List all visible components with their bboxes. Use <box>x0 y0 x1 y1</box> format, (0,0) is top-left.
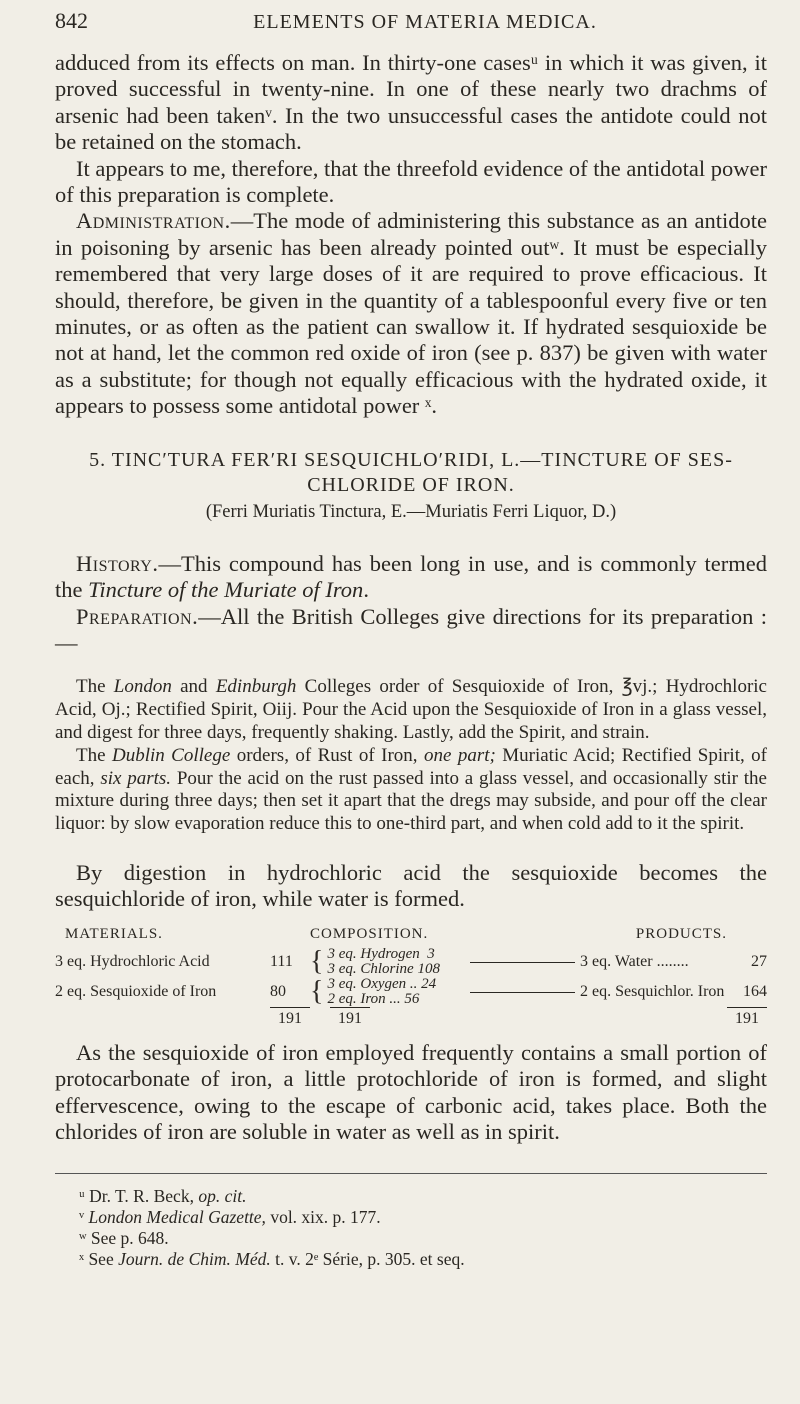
recipe-text: and <box>171 676 216 698</box>
recipe-italic: Edinburgh <box>215 676 297 698</box>
running-title: ELEMENTS OF MATERIA MEDICA. <box>253 11 597 33</box>
recipe-text: Pour the acid on the rust passed into a glass vessel, and occasionally stir the mixture during three days; then set it apart that the dregs may subside, and pour off the clear liquor: by slow evaporation reduce this to one-third part, and when cold add to it the spirit. <box>55 767 767 835</box>
product-value: 164 <box>743 982 767 1000</box>
reaction-table-header <box>55 923 767 947</box>
product-name: 3 eq. Water ........ <box>580 952 689 970</box>
dublin-recipe <box>55 745 767 836</box>
section-synonyms: (Ferri Muriatis Tinctura, E.—Muriatis Ferri Liquor, D.) <box>205 501 617 522</box>
product-name: 2 eq. Sesquichlor. Iron <box>580 982 725 1000</box>
page-number: 842 <box>55 8 88 33</box>
composition-value: 24 <box>421 975 437 992</box>
reaction-line <box>470 962 575 963</box>
recipe-italic: Dublin College <box>111 744 231 766</box>
london-edinburgh-recipe <box>55 676 767 744</box>
total-materials: 191 <box>270 1007 310 1028</box>
composition-label: 2 eq. Iron ... <box>327 990 401 1007</box>
composition-cell <box>310 977 470 1007</box>
reaction-lines <box>470 977 580 1007</box>
footnotes <box>55 1186 767 1270</box>
footnote <box>79 1207 767 1228</box>
administration-heading: Administration. <box>76 208 231 234</box>
recipe-text: Muriatic Acid; Rectified Spirit, of each, <box>55 744 767 789</box>
material-name: 2 eq. Sesquioxide of Iron <box>55 982 217 1000</box>
footnote-italic: Journ. de Chim. Méd. <box>118 1249 271 1270</box>
history-paragraph <box>55 551 767 604</box>
composition-value: 108 <box>417 960 440 977</box>
footnote-text: Dr. T. R. Beck, <box>84 1186 199 1207</box>
footnote <box>79 1186 767 1207</box>
material-value: 111 <box>270 952 293 970</box>
preparation-text: —All the British Colleges give directions for its preparation :— <box>55 603 767 655</box>
history-text-italic: Tincture of the Muriate of Iron <box>88 577 364 603</box>
footnote-text: See p. 648. <box>86 1228 169 1249</box>
administration-text: —The mode of administering this substance as an antidote in poisoning by arsenic has been already pointed outʷ. It must be especially remembered that very large doses of it are required to prove efficacious. It should, therefore, be given in the quantity of a tablespoonful every five or ten minutes, or as often as the patient can swallow it. If hydrated sesquioxide be not at hand, let the common red oxide of iron (see p. 837) be given with water as a substitute; for though not equally efficacious with the hydrated oxide, it appears to possess some antidotal power ˣ. <box>55 208 767 419</box>
recipe-italic: one part; <box>423 744 496 766</box>
footnote-mark: ᵘ <box>79 1186 85 1207</box>
footnote-text: See <box>84 1249 119 1270</box>
reaction-table <box>55 923 767 1028</box>
footnote-mark: ʷ <box>79 1228 87 1249</box>
footnote-italic: op. cit. <box>198 1186 247 1207</box>
footnote-mark: ᵛ <box>79 1207 85 1228</box>
preparation-heading: Preparation. <box>76 603 199 629</box>
composition-label: 3 eq. Oxygen .. <box>327 975 418 992</box>
recipe-italic: six parts. <box>100 767 172 789</box>
administration-paragraph <box>55 208 767 419</box>
material-value: 80 <box>270 982 286 1000</box>
products-header: PRODUCTS. <box>635 926 727 943</box>
history-text-2: . <box>363 577 369 603</box>
recipe-text: The <box>76 676 114 698</box>
brace-glyph: { <box>310 945 324 977</box>
recipe-text: The <box>76 744 112 766</box>
composition-pair <box>327 977 436 1007</box>
history-heading: History. <box>76 550 159 576</box>
footnote-text: t. v. 2ᵉ Série, p. 305. et seq. <box>270 1249 465 1270</box>
reaction-line <box>470 992 575 993</box>
footnote-italic: London Medical Gazette, <box>88 1207 266 1228</box>
protocarbonate-paragraph: As the sesquioxide of iron employed frequently contains a small portion of protocarbonate of iron, a little protochloride of iron is formed, and slight effervescence, owing to the escape of carbonic acid, takes place. Both the chlorides of iron are soluble in water as well as in spirit. <box>55 1039 767 1144</box>
brace-glyph: { <box>310 975 324 1007</box>
book-page <box>55 8 767 1270</box>
history-text-1: —This compound has been long in use, and is commonly termed the <box>55 550 767 603</box>
section-title-line-2: CHLORIDE OF IRON. <box>307 473 515 496</box>
recipe-text: orders, of Rust of Iron, <box>230 744 424 766</box>
reaction-row-oxide <box>55 977 767 1007</box>
reaction-totals <box>55 1007 767 1028</box>
section-title-line-1: 5. TINC′TURA FER′RI SESQUICHLO′RIDI, L.—TINCTURE OF SES- <box>89 448 733 471</box>
footnote-mark: ˣ <box>79 1249 85 1270</box>
digestion-paragraph: By digestion in hydrochloric acid the sesquioxide becomes the sesquichloride of iron, while water is formed. <box>55 859 767 912</box>
material-name: 3 eq. Hydrochloric Acid <box>55 952 210 970</box>
page-header <box>55 8 767 50</box>
composition-value: 3 <box>427 945 435 962</box>
reaction-lines <box>470 947 580 977</box>
reaction-row-acid <box>55 947 767 977</box>
footnote-rule <box>55 1173 767 1174</box>
intro-paragraph-1: adduced from its effects on man. In thirty-one casesᵘ in which it was given, it proved successful in twenty-nine. In one of these nearly two drachms of arsenic had been takenᵛ. In the two unsuccessful cases the antidote could not be retained on the stomach. <box>55 50 767 155</box>
footnote <box>79 1228 767 1249</box>
preparation-paragraph <box>55 604 767 657</box>
footnote-text: vol. xix. p. 177. <box>265 1207 381 1228</box>
product-value: 27 <box>751 952 767 970</box>
composition-label: 3 eq. Chlorine <box>327 960 414 977</box>
composition-header: COMPOSITION. <box>310 926 429 943</box>
composition-value: 56 <box>404 990 420 1007</box>
total-products: 191 <box>727 1007 767 1028</box>
recipe-text: Colleges order of Sesquioxide of Iron, ℥vj.; Hydrochloric Acid, Oj.; Rectified Spirit, Oiij. Pour the Acid upon the Sesquioxide of Iron in a glass vessel, and digest for three days, frequently shaking. Lastly, add the Spirit, and strain. <box>55 676 767 743</box>
intro-paragraph-2: It appears to me, therefore, that the threefold evidence of the antidotal power of this preparation is complete. <box>55 155 767 208</box>
materials-header: MATERIALS. <box>65 926 163 943</box>
total-composition: 191 <box>330 1007 370 1028</box>
footnote <box>79 1249 767 1270</box>
composition-label: 3 eq. Hydrogen <box>327 945 420 962</box>
composition-cell <box>310 947 470 977</box>
recipe-italic: London <box>113 676 172 698</box>
composition-pair <box>327 947 440 977</box>
